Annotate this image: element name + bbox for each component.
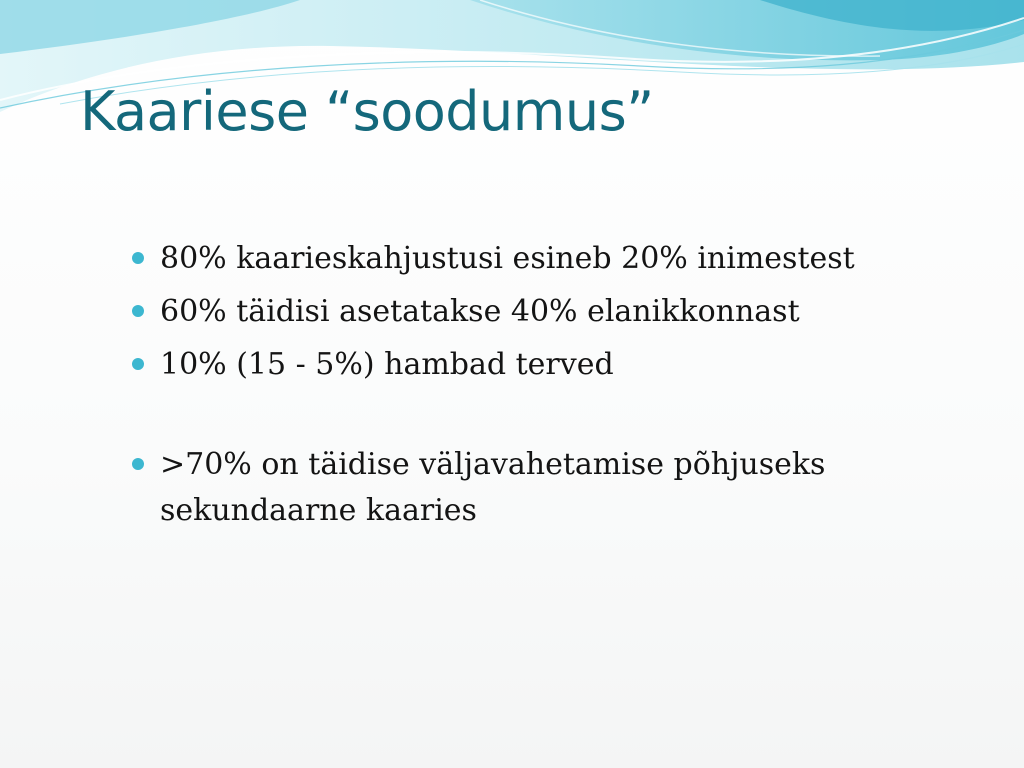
bullet-marker-icon — [132, 458, 144, 470]
bullet-marker-icon — [132, 252, 144, 264]
slide-title: Kaariese “soodumus” — [80, 80, 654, 143]
bullet-text: 10% (15 - 5%) hambad terved — [160, 347, 614, 382]
bullet-marker-icon — [132, 358, 144, 370]
bullet-text: >70% on täidise väljavahetamise põhjuseks sekundaarne kaaries — [160, 447, 826, 528]
bullet-marker-icon — [132, 305, 144, 317]
bullet-text: 80% kaarieskahjustusi esineb 20% inimestest — [160, 241, 855, 276]
bullet-item — [132, 342, 932, 388]
bullet-list — [132, 236, 932, 541]
bullet-text: 60% täidisi asetatakse 40% elanikkonnast — [160, 294, 800, 329]
bullet-item — [132, 442, 932, 534]
bullet-item — [132, 289, 932, 335]
bullet-item — [132, 236, 932, 282]
